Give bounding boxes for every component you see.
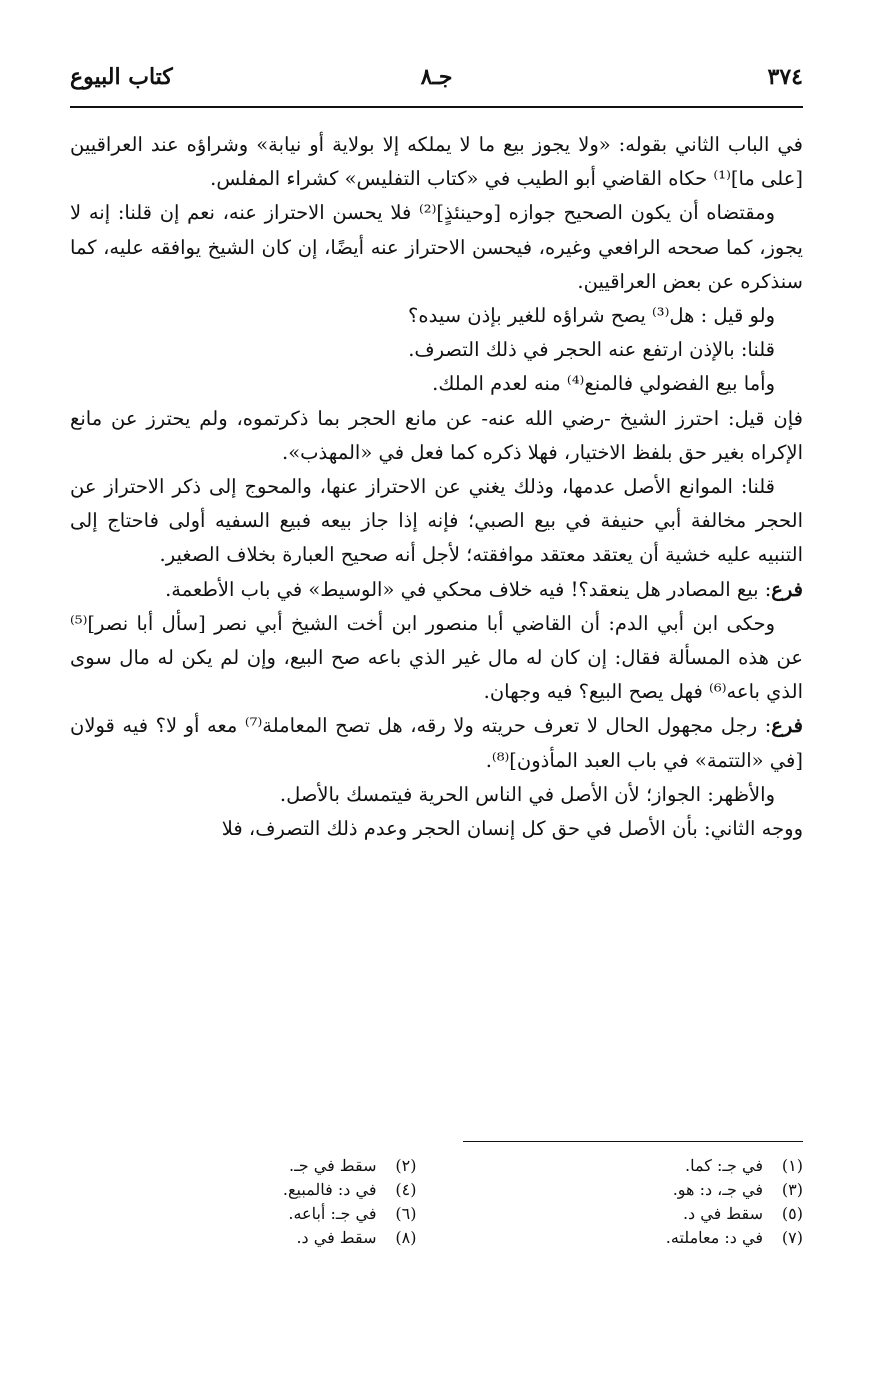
branch-heading: فرع: [771, 714, 803, 738]
footnote-text: في جـ: أباعه.: [288, 1204, 377, 1223]
footnote-text: في د: فالمبيع.: [282, 1180, 377, 1199]
paragraph: [70, 607, 803, 710]
footnote-number: (٢): [395, 1156, 417, 1175]
paragraph-text: والأظهر: الجواز؛ لأن الأصل في الناس الحرية فيتمسك بالأصل.: [279, 782, 775, 806]
paragraph-text: وأما بيع الفضولي فالمنع⁽⁴⁾ منه لعدم الملك.: [432, 372, 775, 396]
footnote-text: سقط في د.: [296, 1228, 377, 1247]
footnote-number: (٨): [395, 1228, 417, 1247]
footnote-number: (٧): [781, 1228, 803, 1247]
footnote-8: [70, 1226, 417, 1250]
footnote-1: [457, 1154, 804, 1178]
paragraph: [70, 470, 803, 573]
paragraph: [70, 367, 803, 401]
paragraph: [70, 402, 803, 470]
footnote-text: سقط في جـ.: [288, 1156, 377, 1175]
paragraph-text: ولو قيل : هل⁽³⁾ يصح شراؤه للغير بإذن سيده؟: [408, 304, 775, 328]
footnote-4: [70, 1178, 417, 1202]
paragraph: [70, 812, 803, 846]
footnote-text: في د: معاملته.: [665, 1228, 763, 1247]
footnote-number: (٣): [781, 1180, 803, 1199]
page-header: [70, 62, 803, 102]
footnote-3: [457, 1178, 804, 1202]
paragraph-text: : رجل مجهول الحال لا تعرف حريته ولا رقه، هل تصح المعاملة⁽⁷⁾ معه أو لا؟ فيه قولان [في «التتمة» في باب العبد المأذون]⁽⁸⁾.: [70, 714, 803, 772]
paragraph: [70, 196, 803, 299]
paragraph: [70, 573, 803, 607]
paragraph: [70, 333, 803, 367]
main-text: [70, 128, 803, 846]
paragraph: [70, 299, 803, 333]
footnote-number: (٦): [395, 1204, 417, 1223]
paragraph-text: ووجه الثاني: بأن الأصل في حق كل إنسان الحجر وعدم ذلك التصرف، فلا: [221, 817, 803, 841]
footnote-number: (٥): [781, 1204, 803, 1223]
footnote-6: [70, 1202, 417, 1226]
paragraph: [70, 709, 803, 777]
paragraph-text: قلنا: بالإذن ارتفع عنه الحجر في ذلك التصرف.: [408, 338, 775, 362]
page-number: ٣٧٤: [767, 64, 803, 90]
footnote-5: [457, 1202, 804, 1226]
header-divider: [70, 106, 803, 108]
paragraph-text: : بيع المصادر هل ينعقد؟! فيه خلاف محكي في «الوسيط» في باب الأطعمة.: [165, 577, 772, 601]
footnotes: [70, 1154, 803, 1250]
paragraph-text: قلنا: الموانع الأصل عدمها، وذلك يغني عن الاحتراز عنها، والمحوج إلى ذكر الاحتراز عن الحجر مخالفة أبي حنيفة في بيع الصبي؛ فإنه إذا جاز بيعه فبيع السفيه أولى فاحتاج إلى التنبيه عليه خشية أن يعتقد معتقد موافقته؛ لأجل أنه صحيح العبارة بخلاف الصغير.: [70, 475, 803, 567]
book-title: كتاب البيوع: [70, 64, 173, 90]
paragraph: [70, 128, 803, 196]
paragraph-text: ومقتضاه أن يكون الصحيح جوازه [وحينئذٍ]⁽²⁾ فلا يحسن الاحتراز عنه، نعم إن قلنا: إنه لا يجوز، كما صححه الرافعي وغيره، فيحسن الاحتراز عنه أيضًا، إن كان الشيخ يوافقه عليه، كما سنذكره عن بعض العراقيين.: [70, 201, 803, 293]
branch-heading: فرع: [771, 577, 803, 601]
footnote-text: في جـ، د: هو.: [672, 1180, 763, 1199]
paragraph-text: في الباب الثاني بقوله: «ولا يجوز بيع ما لا يملكه إلا بولاية أو نيابة» وشراؤه عند العراقيين [على ما]⁽¹⁾ حكاه القاضي أبو الطيب في «كتاب التفليس» كشراء المفلس.: [70, 133, 803, 191]
footnote-2: [70, 1154, 417, 1178]
footnote-number: (٤): [395, 1180, 417, 1199]
volume-label: جـ٨: [420, 64, 453, 90]
footnote-divider: [463, 1141, 803, 1142]
paragraph-text: وحكى ابن أبي الدم: أن القاضي أبا منصور ابن أخت الشيخ أبي نصر [سأل أبا نصر]⁽⁵⁾ عن هذه المسألة فقال: إن كان له مال غير الذي باعه صح البيع، وإن لم يكن له مال سوى الذي باعه⁽⁶⁾ فهل يصح البيع؟ فيه وجهان.: [70, 611, 803, 704]
footnote-number: (١): [781, 1156, 803, 1175]
paragraph-text: فإن قيل: احترز الشيخ -رضي الله عنه- عن مانع الحجر بما ذكرتموه، ولم يحترز عن مانع الإكراه بغير حق بلفظ الاختيار، فهلا ذكره كما فعل في «المهذب».: [70, 406, 803, 464]
paragraph: [70, 778, 803, 812]
footnote-text: سقط في د.: [682, 1204, 763, 1223]
footnote-7: [457, 1226, 804, 1250]
footnote-text: في جـ: كما.: [685, 1156, 763, 1175]
